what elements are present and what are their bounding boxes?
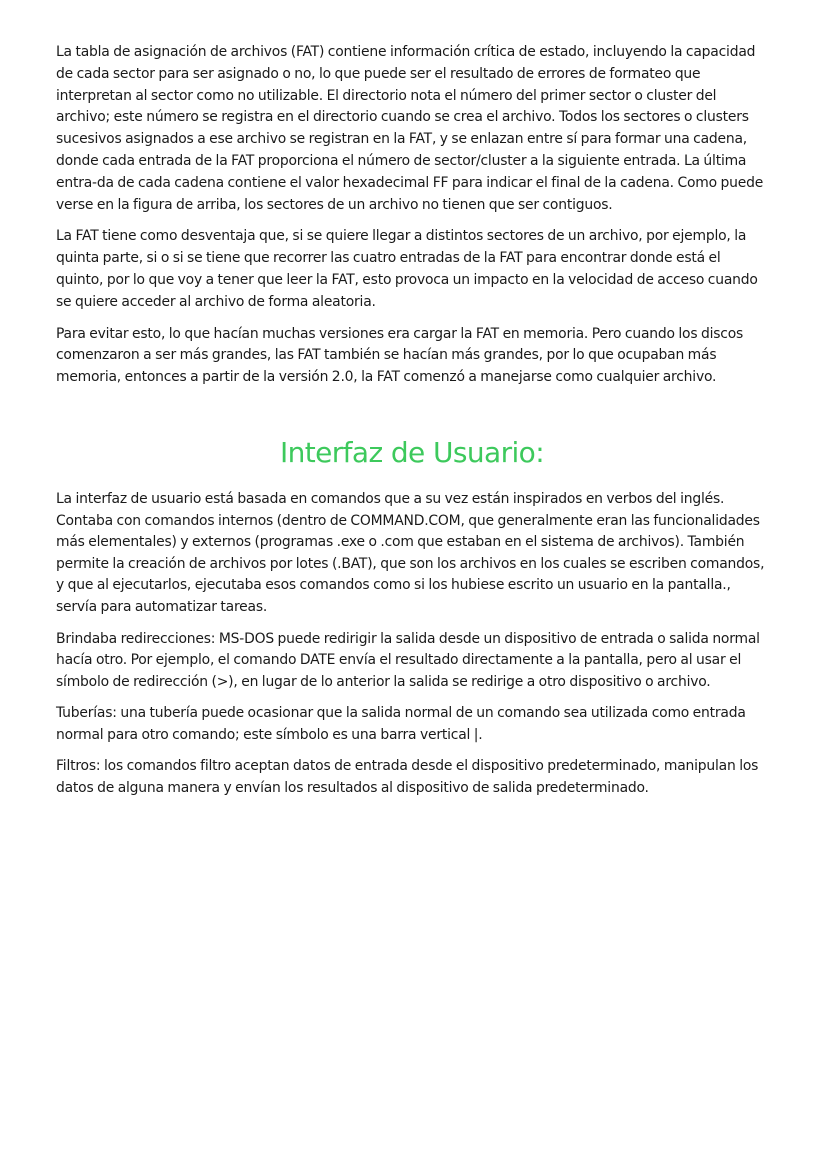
fat-paragraph-1: La tabla de asignación de archivos (FAT) contiene información crítica de estado, incluyendo la capacidad de cada sector para ser asignado o no, lo que puede ser el resultado de errores de formateo que interpretan al sector como no utilizable. El directorio nota el número del primer sector o cluster del archivo; este número se registra en el directorio cuando se crea el archivo. Todos los sectores o clusters sucesivos asignados a ese archivo se registran en la FAT, y se enlazan entre sí para formar una cadena, donde cada entrada de la FAT proporciona el número de sector/cluster a la siguiente entrada. La última entra-da de cada cadena contiene el valor hexadecimal FF para indicar el final de la cadena. Como puede verse en la figura de arriba, los sectores de un archivo no tienen que ser contiguos. xyxy=(56,44,764,213)
fat-section xyxy=(56,42,768,389)
interfaz-section xyxy=(56,489,768,800)
fat-paragraph-2: La FAT tiene como desventaja que, si se quiere llegar a distintos sectores de un archivo, por ejemplo, la quinta parte, si o si se tiene que recorrer las cuatro entradas de la FAT para encontrar donde está el quinto, por lo que voy a tener que leer la FAT, esto provoca un impacto en la velocidad de acceso cuando se quiere acceder al archivo de forma aleatoria. xyxy=(56,228,758,310)
interfaz-paragraph-1: La interfaz de usuario está basada en comandos que a su vez están inspirados en verbos del inglés. Contaba con comandos internos (dentro de COMMAND.COM, que generalmente eran las funcionalidades más elementales) y externos (programas .exe o .com que estaban en el sistema de archivos). También permite la creación de archivos por lotes (.BAT), que son los archivos en los cuales se escriben comandos, y que al ejecutarlos, ejecutaba esos comandos como si los hubiese escrito un usuario en la pantalla., servía para automatizar tareas. xyxy=(56,490,765,615)
fat-paragraph-3: Para evitar esto, lo que hacían muchas versiones era cargar la FAT en memoria. Pero cuando los discos comenzaron a ser más grandes, las FAT también se hacían más grandes, por lo que ocupaban más memoria, entonces a partir de la versión 2.0, la FAT comenzó a manejarse como cualquier archivo. xyxy=(56,325,744,386)
interfaz-paragraph-tuberias: Tuberías: una tubería puede ocasionar que la salida normal de un comando sea utilizada como entrada normal para otro comando; este símbolo es una barra vertical |. xyxy=(56,705,746,743)
interfaz-paragraph-filtros: Filtros: los comandos filtro aceptan datos de entrada desde el dispositivo predeterminado, manipulan los datos de alguna manera y envían los resultados al dispositivo de salida predeterminado. xyxy=(56,758,759,797)
interfaz-paragraph-redirecciones: Brindaba redirecciones: MS-DOS puede redirigir la salida desde un dispositivo de entrada o salida normal hacía otro. Por ejemplo, el comando DATE envía el resultado directamente a la pantalla, pero al usar el símbolo de redirección (>), en lugar de lo anterior la salida se redirige a otro dispositivo o archivo. xyxy=(56,630,760,690)
document-content xyxy=(56,42,768,810)
section-heading-interfaz: Interfaz de Usuario: xyxy=(279,435,545,469)
